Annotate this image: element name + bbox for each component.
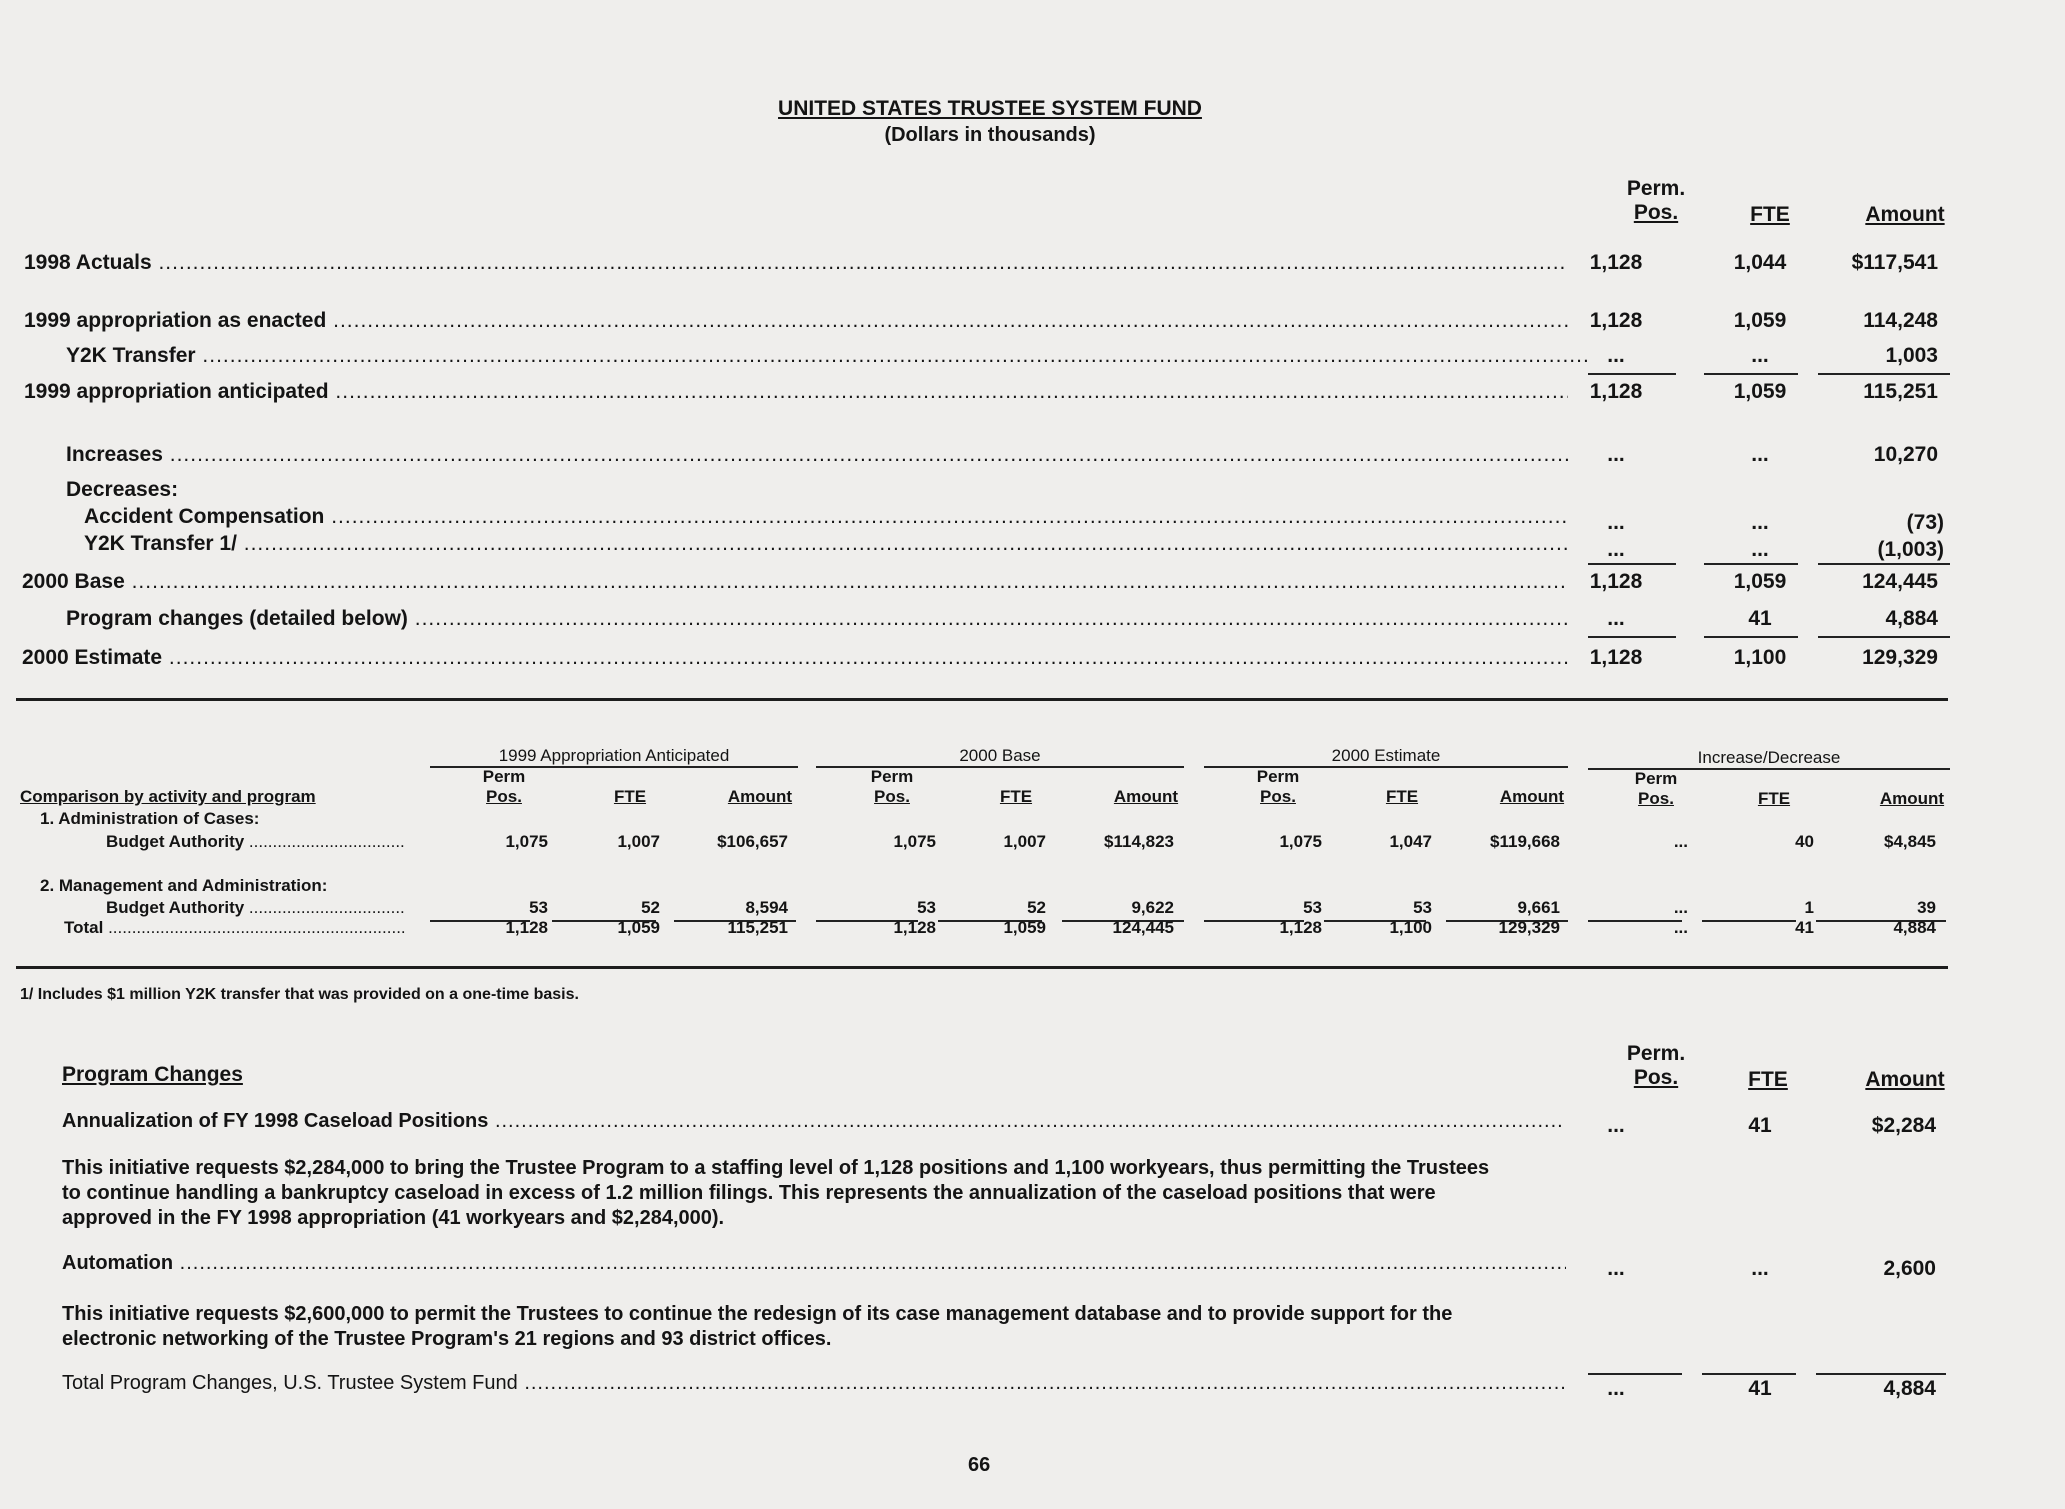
page-number: 66 — [968, 1454, 991, 1476]
comparison-cell: 1,075 — [1279, 832, 1322, 851]
program-description: This initiative requests $2,284,000 to bring the Trustee Program to a staffing level of 1,128 positions and 1,100 workyears, thus permitting the Trustees to continue handling a bankruptcy caseload in excess of 1.2 million filings. This represents the annualization of the caseload positions that were approved in the FY 1998 appropriation (41 workyears and $2,284,000). — [62, 1157, 1490, 1229]
summary-row-y2k-transfer-decrease: Y2K Transfer 1/ ..... ... ... (1,003) — [0, 532, 2065, 562]
comparison-cell: 1,128 — [1279, 918, 1322, 937]
comparison-cell: ... — [1673, 898, 1688, 917]
program-row-automation: Automation ..... ... ... 2,600 — [0, 1252, 2065, 1282]
comparison-cell: $119,668 — [1490, 832, 1560, 851]
underline — [1588, 373, 1676, 375]
underline — [1704, 563, 1798, 565]
comparison-cell: 1,075 — [893, 832, 936, 851]
activity-title: 2. Management and Administration: — [40, 876, 328, 895]
comparison-cell: 52 — [1027, 898, 1046, 917]
underline — [1818, 373, 1950, 375]
comparison-cell: 1 — [1804, 898, 1814, 917]
comparison-cell: $4,845 — [1884, 832, 1936, 851]
summary-header-perm: Perm. Pos. — [1626, 177, 1686, 224]
comparison-cell: 53 — [1413, 898, 1432, 917]
comparison-cell: ... — [1673, 918, 1688, 937]
comparison-cell: 53 — [529, 898, 548, 917]
comparison-cell: 52 — [641, 898, 660, 917]
summary-row-1998-actuals: 1998 Actuals ..... 1,128 1,044 $117,541 — [0, 251, 2065, 281]
comparison-cell: 53 — [917, 898, 936, 917]
colh-fte: FTE — [613, 787, 647, 806]
footnote: 1/ Includes $1 million Y2K transfer that was provided on a one-time basis. — [20, 986, 579, 1003]
summary-row-1999-enacted: 1999 appropriation as enacted ..... 1,128 1,059 114,248 — [0, 309, 2065, 339]
summary-row-decreases: Decreases: — [66, 478, 179, 501]
colh-perm: Perm Pos. — [1256, 767, 1300, 806]
comparison-cell: 9,661 — [1517, 898, 1560, 917]
underline — [1704, 636, 1798, 638]
comparison-cell: 1,059 — [617, 918, 660, 937]
program-header-amount: Amount — [1865, 1068, 1945, 1091]
colh-amount: Amount — [1113, 787, 1179, 806]
comparison-cell: 1,100 — [1389, 918, 1432, 937]
comparison-cell: ... — [1673, 832, 1688, 851]
underline — [1818, 636, 1950, 638]
comparison-cell: 1,075 — [505, 832, 548, 851]
colh-perm: Perm Pos. — [870, 767, 914, 806]
comparison-cell: 124,445 — [1112, 918, 1174, 937]
summary-header-fte: FTE — [1750, 203, 1790, 226]
group-title-2000-estimate: 2000 Estimate — [1331, 746, 1441, 765]
comparison-cell: 1,007 — [1003, 832, 1046, 851]
section-divider — [16, 966, 1948, 969]
page-title: UNITED STATES TRUSTEE SYSTEM FUND — [778, 97, 1202, 120]
underline — [1818, 563, 1950, 565]
colh-fte: FTE — [1385, 787, 1419, 806]
row-label: Budget Authority ..... — [106, 898, 406, 918]
comparison-cell: $106,657 — [717, 832, 788, 851]
group-title-1999: 1999 Appropriation Anticipated — [498, 746, 730, 765]
summary-row-y2k-transfer: Y2K Transfer ..... ... ... 1,003 — [0, 344, 2065, 374]
program-description: This initiative requests $2,600,000 to permit the Trustees to continue the redesign of its case management database and to provide support for the electronic networking of the Trustee Program's 21 regions and 93 district offices. — [62, 1303, 1453, 1350]
colh-perm: Perm Pos. — [1634, 769, 1678, 808]
comparison-cell: 40 — [1795, 832, 1814, 851]
comparison-cell: 41 — [1795, 918, 1814, 937]
comparison-cell: 39 — [1917, 898, 1936, 917]
comparison-cell: 9,622 — [1131, 898, 1174, 917]
summary-row-accident-compensation: Accident Compensation ..... ... ... (73) — [0, 505, 2065, 535]
comparison-cell: 8,594 — [745, 898, 788, 917]
section-divider — [16, 698, 1948, 701]
summary-row-increases: Increases ..... ... ... 10,270 — [0, 443, 2065, 473]
summary-row-1999-anticipated: 1999 appropriation anticipated ..... 1,128 1,059 115,251 — [0, 380, 2065, 410]
row-label: Budget Authority ..... — [106, 832, 406, 852]
colh-perm: Perm Pos. — [482, 767, 526, 806]
program-header-fte: FTE — [1748, 1068, 1788, 1091]
group-title-increase-decrease: Increase/Decrease — [1697, 748, 1841, 767]
page-subtitle: (Dollars in thousands) — [884, 124, 1096, 146]
comparison-cell: 1,128 — [893, 918, 936, 937]
comparison-cell: 1,047 — [1389, 832, 1432, 851]
comparison-cell: 129,329 — [1498, 918, 1560, 937]
summary-row-2000-base: 2000 Base ..... 1,128 1,059 124,445 — [0, 570, 2065, 600]
group-title-2000-base: 2000 Base — [959, 746, 1041, 765]
program-row-annualization: Annualization of FY 1998 Caseload Positions ..... ... 41 $2,284 — [0, 1110, 2065, 1140]
underline — [1704, 373, 1798, 375]
comparison-cell: 53 — [1303, 898, 1322, 917]
underline — [1588, 563, 1676, 565]
comparison-cell: 1,007 — [617, 832, 660, 851]
activity-title: 1. Administration of Cases: — [40, 809, 260, 828]
program-row-total: Total Program Changes, U.S. Trustee System Fund ..... ... 41 4,884 — [0, 1372, 2065, 1402]
colh-amount: Amount — [727, 787, 793, 806]
comparison-cell: 4,884 — [1893, 918, 1936, 937]
comparison-cell: $114,823 — [1104, 832, 1174, 851]
summary-row-2000-estimate: 2000 Estimate ..... 1,128 1,100 129,329 — [0, 646, 2065, 676]
comparison-caption: Comparison by activity and program — [20, 787, 316, 806]
comparison-cell: 1,128 — [505, 918, 548, 937]
colh-fte: FTE — [1757, 789, 1791, 808]
program-changes-heading: Program Changes — [62, 1063, 243, 1086]
row-label: Total ..... — [64, 918, 406, 938]
colh-fte: FTE — [999, 787, 1033, 806]
colh-amount: Amount — [1499, 787, 1565, 806]
colh-amount: Amount — [1879, 789, 1945, 808]
comparison-cell: 115,251 — [727, 918, 788, 937]
program-header-perm: Perm. Pos. — [1626, 1042, 1686, 1089]
summary-row-program-changes: Program changes (detailed below) ..... ... 41 4,884 — [0, 607, 2065, 637]
underline — [1588, 636, 1676, 638]
summary-header-amount: Amount — [1865, 203, 1945, 226]
comparison-cell: 1,059 — [1003, 918, 1046, 937]
